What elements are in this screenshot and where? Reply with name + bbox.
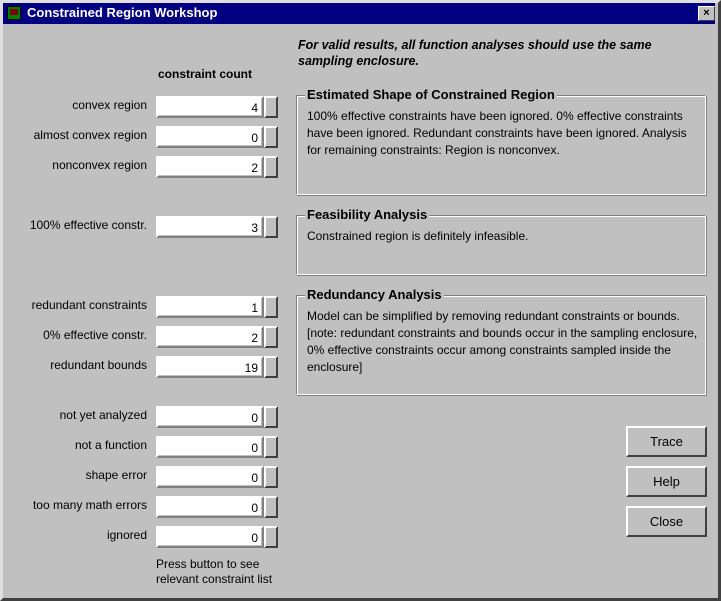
shape-group-title: Estimated Shape of Constrained Region — [307, 87, 555, 102]
list-button-0-effective[interactable] — [264, 326, 278, 348]
list-button-100-effective[interactable] — [264, 216, 278, 238]
count-value-100-effective: 3 — [251, 221, 258, 235]
press-hint: Press button to see relevant constraint list — [156, 557, 273, 586]
count-value-not-a-function: 0 — [251, 441, 258, 455]
list-button-not-yet-analyzed[interactable] — [264, 406, 278, 428]
count-value-not-yet-analyzed: 0 — [251, 411, 258, 425]
count-value-nonconvex: 2 — [251, 161, 258, 175]
count-value-convex: 4 — [251, 101, 258, 115]
feasibility-group-text: Constrained region is definitely infeasible. — [307, 229, 529, 243]
redundancy-group-text: Model can be simplified by removing redundant constraints or bounds. [note: redundant constraints and bounds occur in the sampling enclosure, 0% effective constraints occur among constraints sampled inside the enclosure] — [307, 309, 698, 374]
shape-group — [296, 87, 706, 195]
count-value-math-errors: 0 — [251, 501, 258, 515]
count-value-ignored: 0 — [251, 531, 258, 545]
feasibility-group — [296, 207, 706, 275]
count-field-math-errors — [156, 496, 264, 518]
count-field-100-effective — [156, 216, 264, 238]
count-value-shape-error: 0 — [251, 471, 258, 485]
trace-button[interactable]: Trace — [626, 426, 707, 457]
count-value-0-effective: 2 — [251, 331, 258, 345]
list-button-nonconvex[interactable] — [264, 156, 278, 178]
count-value-redundant-bounds: 19 — [244, 361, 258, 375]
count-label-convex: convex region — [72, 98, 147, 112]
count-label-redundant-bounds: redundant bounds — [50, 358, 147, 372]
redundancy-group — [296, 287, 706, 395]
count-field-shape-error — [156, 466, 264, 488]
list-button-redundant-bounds[interactable] — [264, 356, 278, 378]
count-label-ignored: ignored — [106, 528, 147, 542]
title-bar — [3, 3, 715, 24]
list-button-shape-error[interactable] — [264, 466, 278, 488]
count-label-shape-error: shape error — [85, 468, 147, 482]
count-field-redundant-constraints — [156, 296, 264, 318]
close-window-button[interactable]: × — [698, 6, 715, 21]
app-icon — [7, 6, 21, 20]
count-field-nonconvex — [156, 156, 264, 178]
count-label-0-effective: 0% effective constr. — [43, 328, 147, 342]
count-field-convex — [156, 96, 264, 118]
feasibility-group-title: Feasibility Analysis — [307, 207, 428, 222]
count-field-0-effective — [156, 326, 264, 348]
count-field-redundant-bounds — [156, 356, 264, 378]
list-button-not-a-function[interactable] — [264, 436, 278, 458]
shape-group-text: 100% effective constraints have been ignored. 0% effective constraints have been ignored. Redundant constraints have been ignored. Analysis for remaining constraints: Region is nonconvex. — [307, 109, 687, 157]
list-button-math-errors[interactable] — [264, 496, 278, 518]
count-label-almost-convex: almost convex region — [33, 128, 147, 142]
count-label-math-errors: too many math errors — [32, 498, 147, 512]
count-field-ignored — [156, 526, 264, 548]
count-value-almost-convex: 0 — [251, 131, 258, 145]
count-label-nonconvex: nonconvex region — [52, 158, 147, 172]
list-button-redundant-constraints[interactable] — [264, 296, 278, 318]
redundancy-group-title: Redundancy Analysis — [307, 287, 442, 302]
list-button-ignored[interactable] — [264, 526, 278, 548]
count-label-not-yet-analyzed: not yet analyzed — [59, 408, 147, 422]
count-field-not-a-function — [156, 436, 264, 458]
count-label-not-a-function: not a function — [74, 438, 147, 452]
sampling-note: For valid results, all function analyses should use the same sampling enclosure. — [298, 38, 652, 68]
window-title: Constrained Region Workshop — [27, 5, 218, 20]
count-field-almost-convex — [156, 126, 264, 148]
list-button-almost-convex[interactable] — [264, 126, 278, 148]
help-button[interactable]: Help — [626, 466, 707, 497]
count-field-not-yet-analyzed — [156, 406, 264, 428]
close-button[interactable]: Close — [626, 506, 707, 537]
count-label-100-effective: 100% effective constr. — [29, 218, 147, 232]
constraint-count-header: constraint count — [158, 67, 253, 81]
count-value-redundant-constraints: 1 — [251, 301, 258, 315]
list-button-convex[interactable] — [264, 96, 278, 118]
count-label-redundant-constraints: redundant constraints — [31, 298, 147, 312]
